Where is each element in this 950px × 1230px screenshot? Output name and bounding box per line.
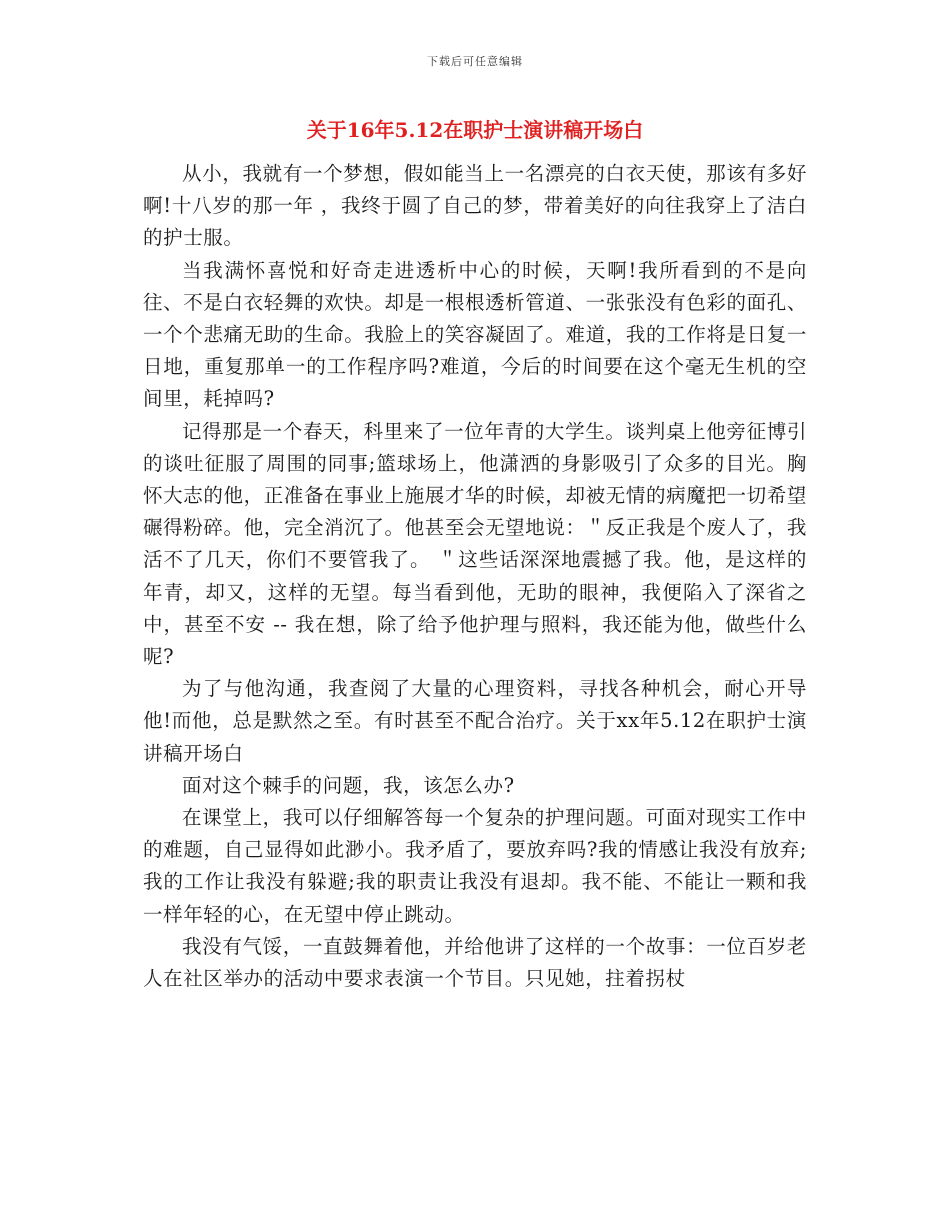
document-body — [143, 158, 807, 995]
paragraph-1: 从小，我就有一个梦想，假如能当上一名漂亮的白衣天使，那该有多好啊!十八岁的那一年 ，我终于圆了自己的梦，带着美好的向往我穿上了洁白的护士服。 — [143, 162, 807, 250]
paragraph-7: 我没有气馁，一直鼓舞着他，并给他讲了这样的一个故事：一位百岁老人在社区举办的活动中要求表演一个节目。只见她，拄着拐杖 — [143, 934, 807, 991]
paragraph-5: 面对这个棘手的问题，我，该怎么办? — [182, 773, 515, 797]
paragraph-2: 当我满怀喜悦和好奇走进透析中心的时候，天啊!我所看到的不是向往、不是白衣轻舞的欢快。却是一根根透析管道、一张张没有色彩的面孔、一个个悲痛无助的生命。我脸上的笑容凝固了。难道，我的工作将是日复一日地，重复那单一的工作程序吗?难道，今后的时间要在这个毫无生机的空间里，耗掉吗? — [143, 258, 807, 411]
document-title: 关于16年5.12在职护士演讲稿开场白 — [306, 118, 644, 142]
page-header: 下载后可任意编辑 — [427, 55, 523, 68]
paragraph-3: 记得那是一个春天，科里来了一位年青的大学生。谈判桌上他旁征博引的谈吐征服了周围的同事;篮球场上，他潇洒的身影吸引了众多的目光。胸怀大志的他，正准备在事业上施展才华的时候，却被无情的病魔把一切希望碾得粉碎。他，完全消沉了。他甚至会无望地说：＂反正我是个废人了，我活不了几天，你们不要管我了。 ＂这些话深深地震撼了我。他，是这样的年青，却又，这样的无望。每当看到他，无助的眼神，我便陷入了深省之中，甚至不安 -- 我在想，除了给予他护理与照料，我还能为他，做些什么呢? — [143, 419, 807, 669]
paragraph-4: 为了与他沟通，我查阅了大量的心理资料，寻找各种机会，耐心开导他!而他，总是默然之至。有时甚至不配合治疗。关于xx年5.12在职护士演讲稿开场白 — [143, 677, 807, 765]
paragraph-6: 在课堂上，我可以仔细解答每一个复杂的护理问题。可面对现实工作中的难题，自己显得如此渺小。我矛盾了，要放弃吗?我的情感让我没有放弃;我的工作让我没有躲避;我的职责让我没有退却。我不能、不能让一颗和我一样年轻的心，在无望中停止跳动。 — [143, 806, 807, 926]
